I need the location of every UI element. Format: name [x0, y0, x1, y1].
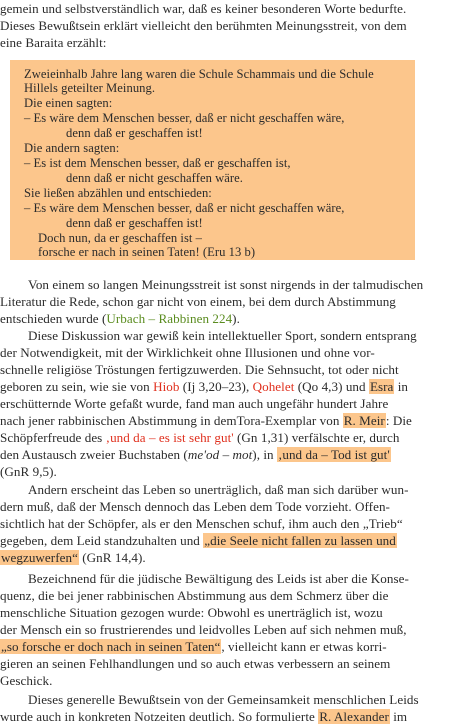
highlight-r-alexander: R. Alexander	[319, 709, 389, 724]
paragraph-3-line: Andern erscheint das Leben so unerträglich, daß man sich darüber wun-	[28, 482, 409, 497]
name-hiob: Hiob	[153, 379, 180, 394]
quote-line: denn daß er geschaffen ist!	[66, 216, 203, 230]
quote-es-ist-sehr-gut: ‚und da – es ist sehr gut'	[105, 430, 234, 445]
quote-line: Hillels geteilter Meinung.	[24, 81, 156, 95]
paragraph-4-line: Geschick.	[0, 673, 53, 688]
highlight-r-meir: R. Meir	[343, 413, 385, 428]
paragraph-4-line: der Mensch ein so frustrierendes und leidvolles Leben auf sich nehmen muß,	[0, 622, 407, 637]
paragraph-4-line: „so forsche er doch nach in seinen Taten“, vielleicht kann er etwas korri-	[1, 639, 387, 654]
quote-line: – Es ist dem Menschen besser, daß er geschaffen ist,	[24, 156, 291, 170]
quote-line: Zweieinhalb Jahre lang waren die Schule Schammais und die Schule	[24, 67, 374, 81]
paragraph-1-line: entschieden wurde (Urbach – Rabbinen 224).	[0, 311, 240, 326]
paragraph-3-line: gegeben, dem Leid standzuhalten und „die Seele nicht fallen zu lassen und	[0, 533, 396, 548]
quote-line: Doch nun, da er geschaffen ist –	[38, 231, 202, 245]
quote-line: Sie ließen abzählen und entschieden:	[24, 186, 212, 200]
paragraph-2-line: Schöpferfreude des ‚und da – es ist sehr gut' (Gn 1,31) verfälschte er, durch	[0, 430, 400, 445]
paragraph-5-line: wurde auch in konkreten Notzeiten deutlich. So formulierte R. Alexander im	[0, 709, 408, 724]
quote-line: – Es wäre dem Menschen besser, daß er nicht geschaffen wäre,	[24, 111, 345, 125]
quote-line: Die andern sagten:	[24, 141, 120, 155]
paragraph-2-line: Diese Diskussion war gewiß kein intellektueller Sport, sondern entsprang	[28, 328, 417, 343]
quote-line: – Es wäre dem Menschen besser, daß er nicht geschaffen wäre,	[24, 201, 345, 215]
highlight-wegzuwerfen: wegzuwerfen“	[1, 550, 78, 565]
paragraph-4-line: gieren an seinen Fehlhandlungen und so auch etwas verbessern an seinem	[0, 656, 391, 671]
paragraph-4-line: menschliche Situation gezogen wurde: Obwohl es unerträglich ist, wozu	[0, 605, 383, 620]
quote-line: Die einen sagten:	[24, 96, 113, 110]
paragraph-1-line: Literatur die Rede, schon gar nicht von einem, bei dem durch Abstimmung	[0, 294, 396, 309]
paragraph-2-line: der Notwendigkeit, mit der Wirklichkeit ohne Illusionen und ohne vor-	[0, 345, 375, 360]
quote-line: forsche er nach in seinen Taten! (Eru 13 b)	[38, 245, 256, 259]
highlight-seele: „die Seele nicht fallen zu lassen und	[204, 533, 396, 548]
paragraph-2-line: geboren zu sein, wie sie von Hiob (Ij 3,20–23), Qohelet (Qo 4,3) und Esra in	[0, 379, 409, 394]
paragraph-3-line: wegzuwerfen“ (GnR 14,4).	[1, 550, 146, 565]
paragraph-2-line: erschütternde Worte gefaßt wurde, fand man auch ungefähr hundert Jahre	[0, 396, 389, 411]
paragraph-2-line: schnelle religiöse Tröstungen fertigzuwerden. Die Sehnsucht, tot oder nicht	[0, 362, 399, 377]
citation-urbach: Urbach – Rabbinen 224	[106, 311, 233, 326]
paragraph-5-line: Dieses generelle Bewußtsein von der Gemeinsamkeit menschlichen Leids	[28, 692, 419, 707]
name-qohelet: Qohelet	[252, 379, 295, 394]
intro-line-3: eine Baraita erzählt:	[0, 35, 107, 50]
paragraph-2-line: den Austausch zweier Buchstaben (me'od – mot), in ‚und da – Tod ist gut'	[0, 447, 390, 462]
paragraph-2-line: (GnR 9,5).	[0, 464, 57, 479]
paragraph-3-line: sichtlich hat der Schöpfer, als er den Menschen schuf, ihm auch den „Trieb“	[0, 516, 403, 531]
intro-line-1: gemein und selbstverständlich war, daß es keiner besonderen Worte bedurfte.	[0, 1, 407, 16]
quote-line: denn daß er geschaffen ist!	[66, 126, 203, 140]
highlight-esra: Esra	[369, 379, 394, 394]
paragraph-4-line: Bezeichnend für die jüdische Bewältigung des Leids ist aber die Konse-	[28, 571, 409, 586]
quote-line: denn daß er nicht geschaffen wäre.	[66, 171, 243, 185]
paragraph-3-line: dern muß, daß der Mensch dennoch das Leben dem Tode vorzieht. Offen-	[0, 499, 390, 514]
baraita-quote-box	[10, 60, 415, 260]
highlight-forsche: „so forsche er doch nach in seinen Taten“	[1, 639, 221, 654]
highlight-tod-ist-gut: ‚und da – Tod ist gut'	[277, 447, 390, 462]
intro-line-2: Dieses Bewußtsein erklärt vielleicht den berühmten Meinungsstreit, von dem	[0, 18, 407, 33]
paragraph-2-line: nach jener rabbinischen Abstimmung in demTora-Exemplar von R. Meir: Die	[0, 413, 412, 428]
paragraph-1-line: Von einem so langen Meinungsstreit ist sonst nirgends in der talmudischen	[28, 277, 424, 292]
paragraph-4-line: quenz, die bei jener rabbinischen Abstimmung aus dem Schmerz über die	[0, 588, 389, 603]
